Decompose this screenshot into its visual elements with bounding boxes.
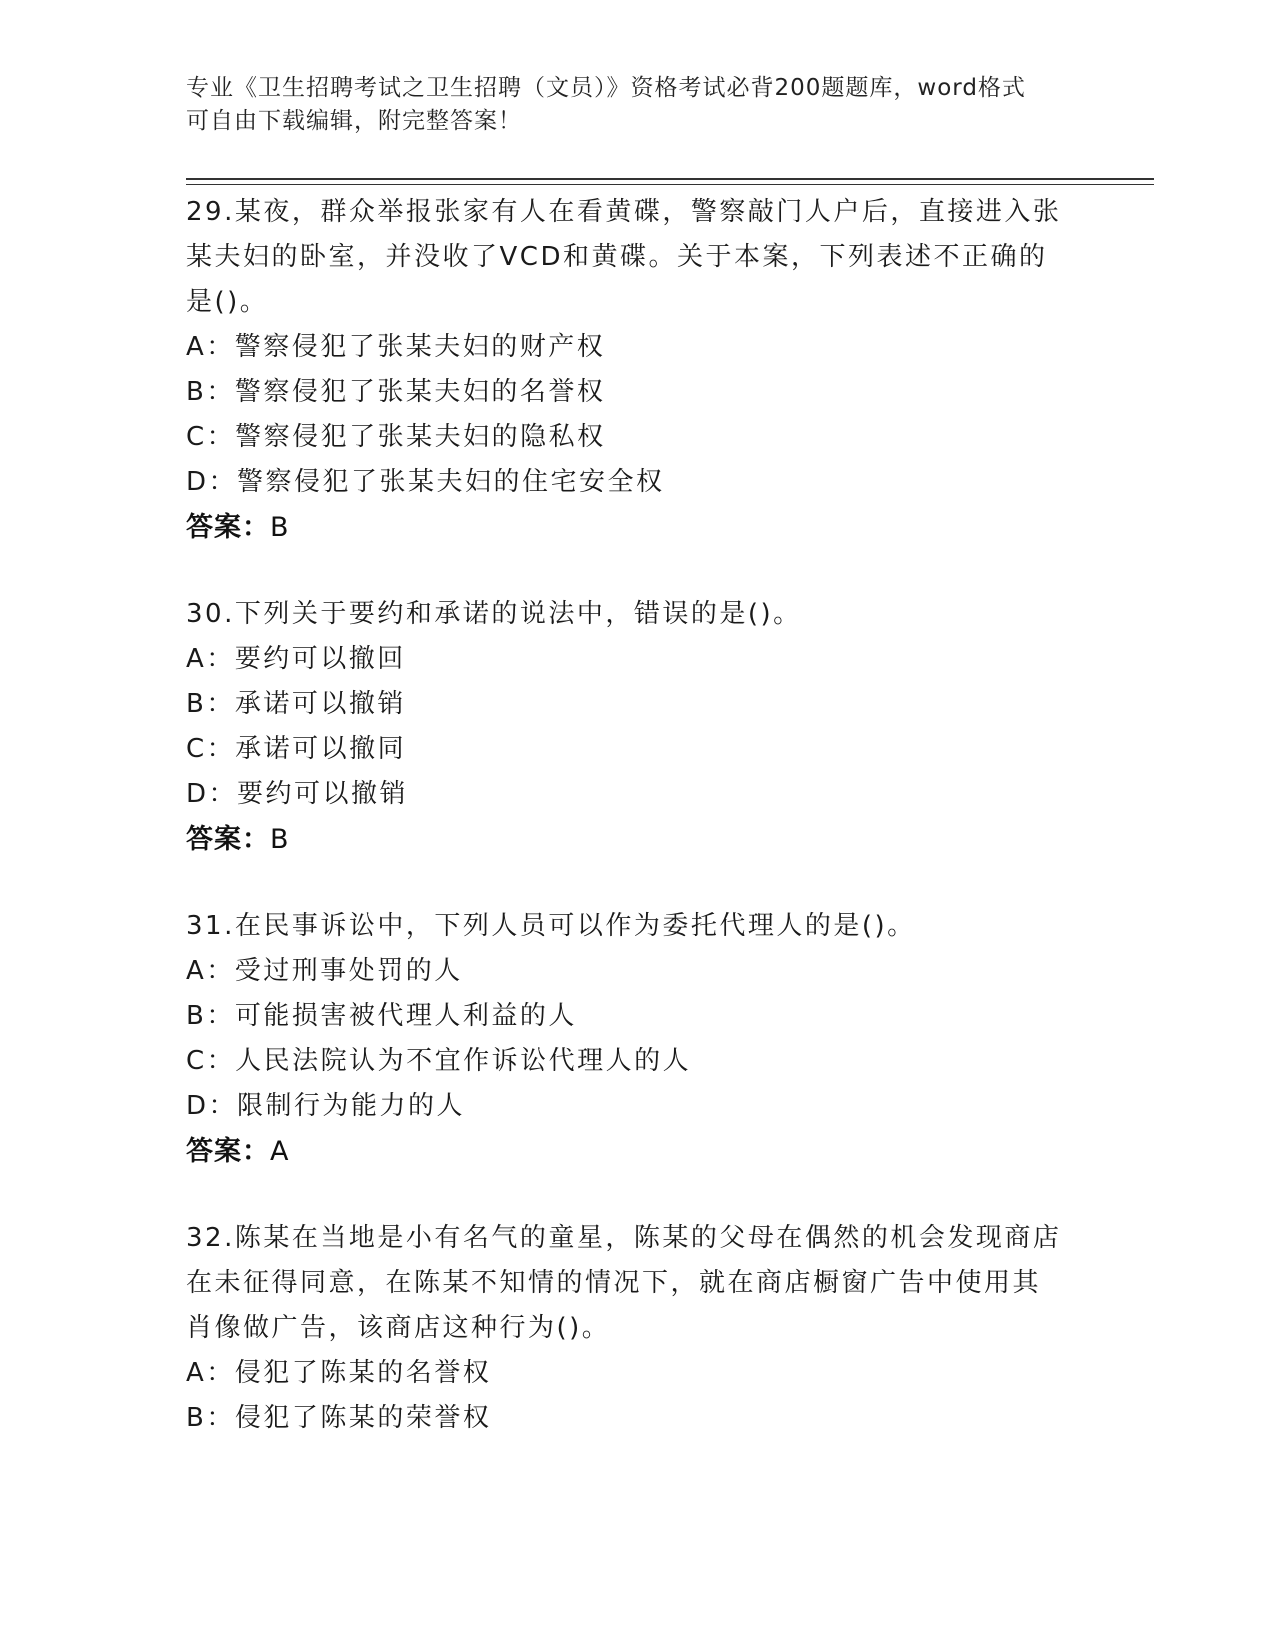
answer-label: 答案： bbox=[186, 1136, 270, 1167]
question-32 bbox=[186, 1216, 1086, 1441]
answer-value: A bbox=[270, 1136, 290, 1167]
answer-line bbox=[186, 817, 1086, 862]
question-list bbox=[186, 190, 1086, 1441]
question-stem-line: 肖像做广告，该商店这种行为()。 bbox=[186, 1313, 611, 1343]
option-d: D：警察侵犯了张某夫妇的住宅安全权 bbox=[186, 467, 665, 497]
answer-value: B bbox=[270, 512, 290, 543]
option-a: A：受过刑事处罚的人 bbox=[186, 956, 463, 986]
option-a: A：警察侵犯了张某夫妇的财产权 bbox=[186, 332, 606, 362]
question-stem-line: 在未征得同意，在陈某不知情的情况下，就在商店橱窗广告中使用其 bbox=[186, 1268, 1042, 1298]
option-c: C：承诺可以撤同 bbox=[186, 734, 407, 764]
option-c: C：警察侵犯了张某夫妇的隐私权 bbox=[186, 422, 606, 452]
question-stem-line: 某夫妇的卧室，并没收了VCD和黄碟。关于本案，下列表述不正确的 bbox=[186, 242, 1048, 272]
question-29 bbox=[186, 190, 1086, 550]
answer-label: 答案： bbox=[186, 824, 270, 855]
option-b: B：警察侵犯了张某夫妇的名誉权 bbox=[186, 377, 606, 407]
question-stem-line: 是()。 bbox=[186, 287, 269, 317]
question-stem-line: 30.下列关于要约和承诺的说法中，错误的是()。 bbox=[186, 599, 802, 629]
option-a: A：侵犯了陈某的名誉权 bbox=[186, 1358, 492, 1388]
question-gap bbox=[186, 550, 1086, 592]
option-b: B：可能损害被代理人利益的人 bbox=[186, 1001, 577, 1031]
question-gap bbox=[186, 862, 1086, 904]
answer-line bbox=[186, 1129, 1086, 1174]
answer-line bbox=[186, 505, 1086, 550]
option-a: A：要约可以撤回 bbox=[186, 644, 406, 674]
header-rule-thick bbox=[186, 178, 1154, 180]
question-stem-line: 31.在民事诉讼中，下列人员可以作为委托代理人的是()。 bbox=[186, 911, 916, 941]
question-stem-line: 32.陈某在当地是小有名气的童星，陈某的父母在偶然的机会发现商店 bbox=[186, 1223, 1062, 1253]
header-rule-thin bbox=[186, 184, 1154, 185]
option-c: C：人民法院认为不宜作诉讼代理人的人 bbox=[186, 1046, 692, 1076]
answer-value: B bbox=[270, 824, 290, 855]
question-31 bbox=[186, 904, 1086, 1174]
header-line-1: 专业《卫生招聘考试之卫生招聘（文员）》资格考试必背200题题库，word格式 bbox=[186, 75, 1026, 101]
option-d: D：要约可以撤销 bbox=[186, 779, 409, 809]
question-gap bbox=[186, 1174, 1086, 1216]
answer-label: 答案： bbox=[186, 512, 270, 543]
option-d: D：限制行为能力的人 bbox=[186, 1091, 466, 1121]
header-line-2: 可自由下载编辑，附完整答案！ bbox=[186, 108, 522, 134]
question-30 bbox=[186, 592, 1086, 862]
document-header bbox=[186, 72, 1066, 138]
option-b: B：侵犯了陈某的荣誉权 bbox=[186, 1403, 492, 1433]
option-b: B：承诺可以撤销 bbox=[186, 689, 406, 719]
question-stem-line: 29.某夜，群众举报张家有人在看黄碟，警察敲门人户后，直接进入张 bbox=[186, 197, 1062, 227]
